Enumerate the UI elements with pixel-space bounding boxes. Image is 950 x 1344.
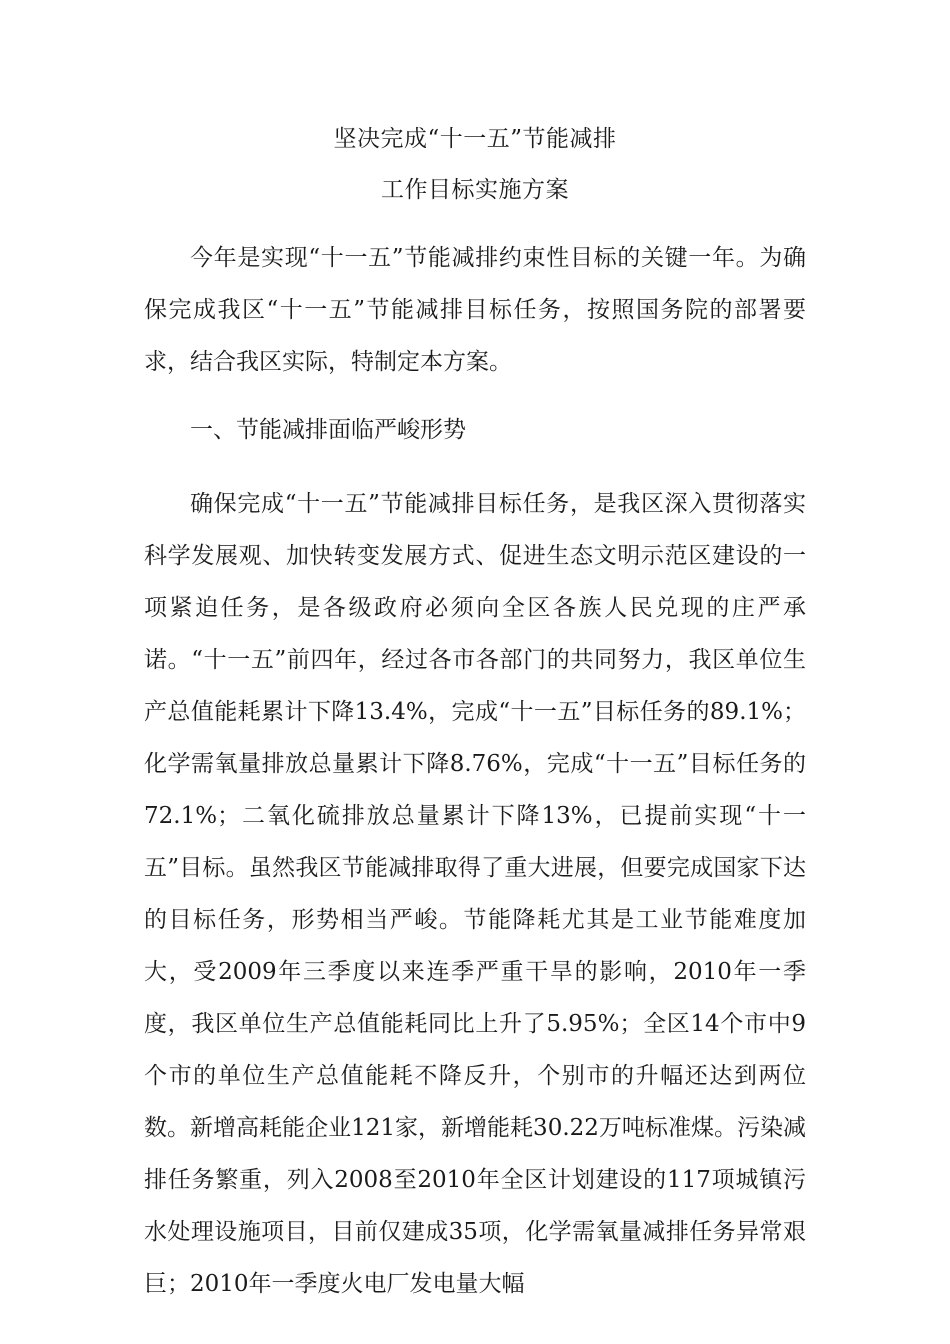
section-heading: 一、节能减排面临严峻形势 bbox=[190, 417, 466, 443]
document-title-line2: 工作目标实施方案 bbox=[381, 177, 569, 203]
document-title-line1: 坚决完成“十一五”节能减排 bbox=[333, 126, 617, 152]
section-body-paragraph: 确保完成“十一五”节能减排目标任务，是我区深入贯彻落实科学发展观、加快转变发展方式、促进生态文明示范区建设的一项紧迫任务，是各级政府必须向全区各族人民兑现的庄严承诺。“十一五”前四年，经过各市各部门的共同努力，我区单位生产总值能耗累计下降13.4%，完成“十一五”目标任务的89.1%；化学需氧量排放总量累计下降8.76%，完成“十一五”目标任务的72.1%；二氧化硫排放总量累计下降13%，已提前实现“十一五”目标。虽然我区节能减排取得了重大进展，但要完成国家下达的目标任务，形势相当严峻。节能降耗尤其是工业节能难度加大，受2009年三季度以来连季严重干旱的影响，2010年一季度，我区单位生产总值能耗同比上升了5.95%；全区14个市中9个市的单位生产总值能耗不降反升，个别市的升幅还达到两位数。新增高耗能企业121家，新增能耗30.22万吨标准煤。污染减排任务繁重，列入2008至2010年全区计划建设的117项城镇污水处理设施项目，目前仅建成35项，化学需氧量减排任务异常艰巨；2010年一季度火电厂发电量大幅 bbox=[144, 491, 806, 1297]
intro-paragraph: 今年是实现“十一五”节能减排约束性目标的关键一年。为确保完成我区“十一五”节能减排目标任务，按照国务院的部署要求，结合我区实际，特制定本方案。 bbox=[144, 245, 806, 375]
